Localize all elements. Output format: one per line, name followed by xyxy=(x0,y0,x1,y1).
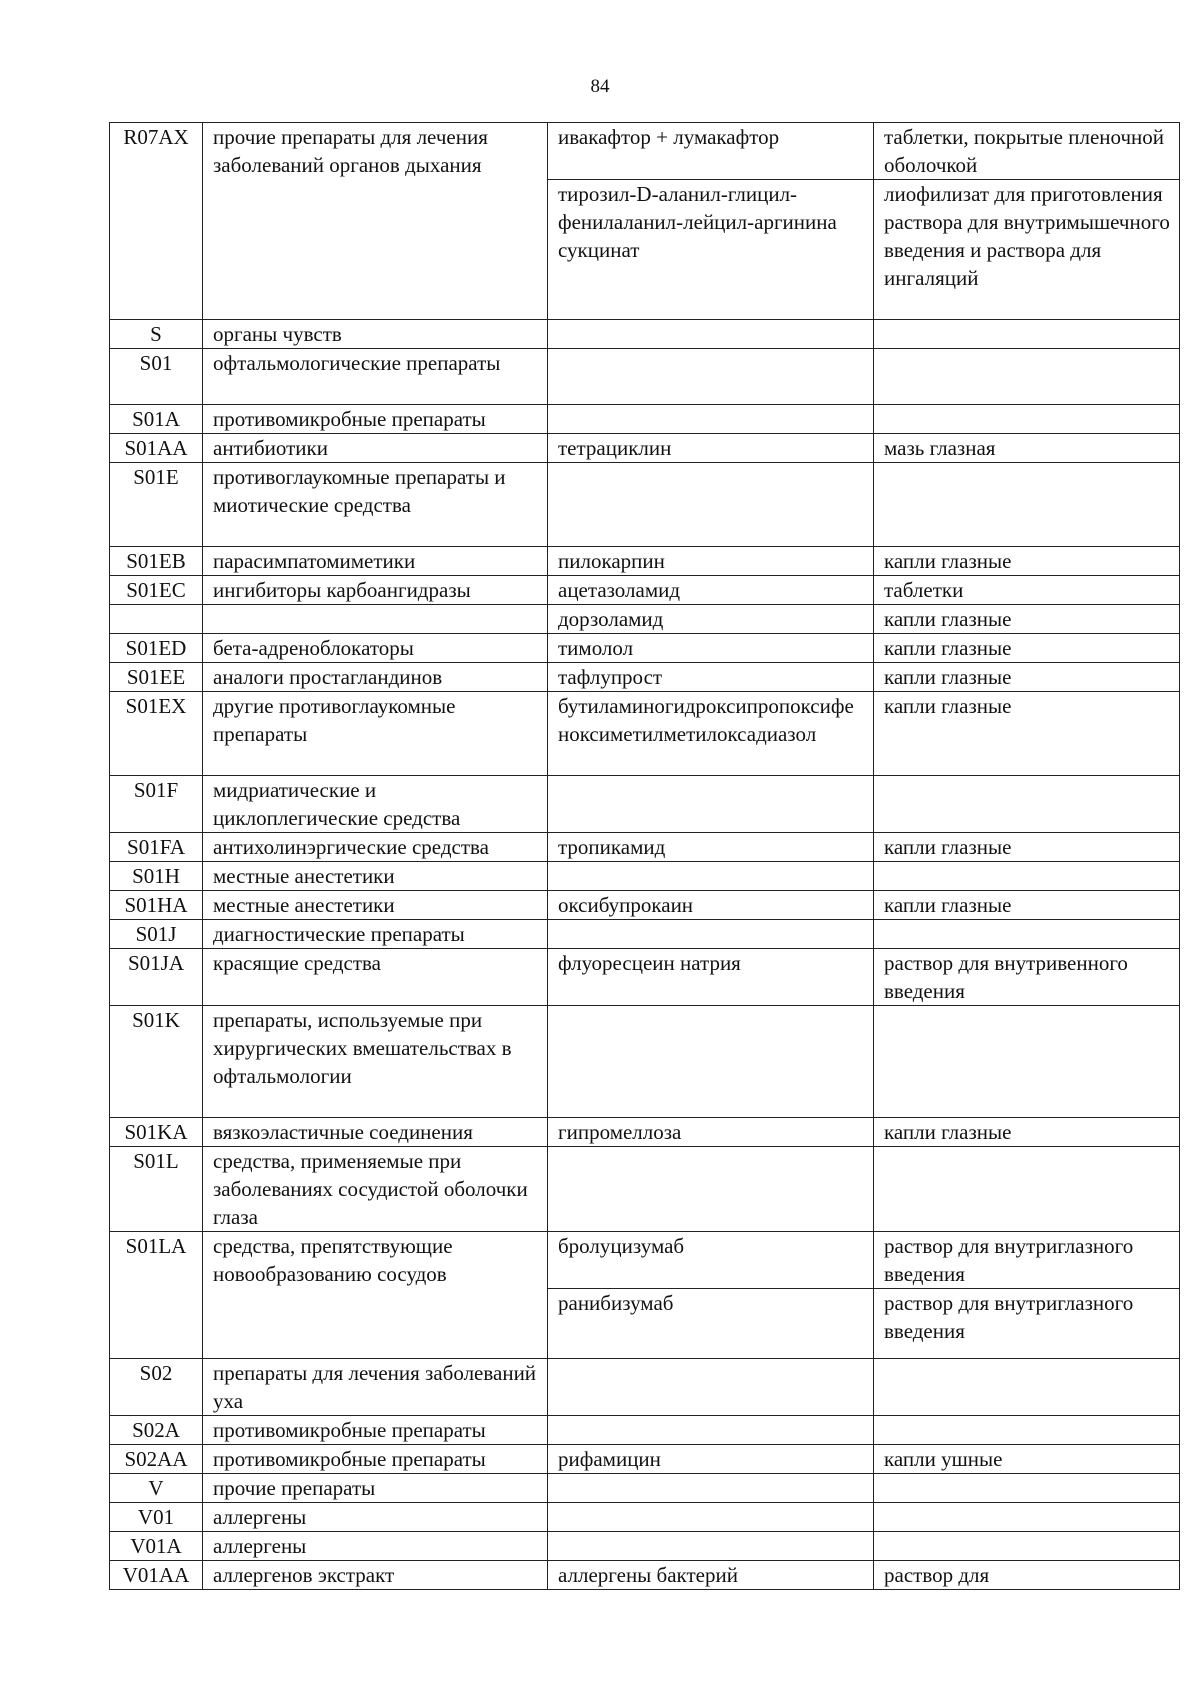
substance-cell xyxy=(548,405,874,434)
group-cell: средства, применяемые при заболеваниях сосудистой оболочки глаза xyxy=(203,1147,548,1232)
table-row xyxy=(110,1532,1180,1561)
table-row xyxy=(110,349,1180,405)
table-row xyxy=(110,949,1180,1006)
atc-code-cell: S02A xyxy=(110,1416,203,1445)
form-cell xyxy=(874,463,1180,547)
atc-code-cell: S01A xyxy=(110,405,203,434)
table-row xyxy=(110,1416,1180,1445)
group-cell: диагностические препараты xyxy=(203,920,548,949)
substance-cell xyxy=(548,1359,874,1416)
atc-code-cell: V xyxy=(110,1474,203,1503)
atc-code-cell: S01HA xyxy=(110,891,203,920)
table-row xyxy=(110,692,1180,776)
atc-code-cell: V01 xyxy=(110,1503,203,1532)
form-cell: капли глазные xyxy=(874,891,1180,920)
table-row xyxy=(110,833,1180,862)
table-row xyxy=(110,463,1180,547)
form-cell xyxy=(874,320,1180,349)
substance-cell: дорзоламид xyxy=(548,605,874,634)
group-cell: аллергены xyxy=(203,1532,548,1561)
substance-cell: тафлупрост xyxy=(548,663,874,692)
substance-cell: тирозил-D-аланил-глицил-фенилаланил-лейцил-аргинина сукцинат xyxy=(548,180,874,320)
atc-code-cell: S01F xyxy=(110,776,203,833)
atc-code-cell: V01AA xyxy=(110,1561,203,1590)
table-row xyxy=(110,1359,1180,1416)
table-row xyxy=(110,920,1180,949)
substance-cell: ивакафтор + лумакафтор xyxy=(548,123,874,180)
group-cell: противомикробные препараты xyxy=(203,1416,548,1445)
form-cell: таблетки xyxy=(874,576,1180,605)
substance-cell xyxy=(548,862,874,891)
substance-cell: оксибупрокаин xyxy=(548,891,874,920)
atc-code-cell: S02AA xyxy=(110,1445,203,1474)
atc-code-cell: S01K xyxy=(110,1006,203,1118)
atc-code-cell: V01A xyxy=(110,1532,203,1561)
group-cell: другие противоглаукомные препараты xyxy=(203,692,548,776)
table-row xyxy=(110,1147,1180,1232)
form-cell: капли глазные xyxy=(874,634,1180,663)
table-row xyxy=(110,1006,1180,1118)
substance-cell xyxy=(548,1474,874,1503)
group-cell xyxy=(203,605,548,634)
table-row xyxy=(110,634,1180,663)
table-row xyxy=(110,1503,1180,1532)
atc-code-cell: S01E xyxy=(110,463,203,547)
group-cell: аналоги простагландинов xyxy=(203,663,548,692)
substance-cell: гипромеллоза xyxy=(548,1118,874,1147)
atc-code-cell: S01FA xyxy=(110,833,203,862)
group-cell: средства, препятствующие новообразованию сосудов xyxy=(203,1232,548,1359)
atc-code-cell: S xyxy=(110,320,203,349)
substance-cell: рифамицин xyxy=(548,1445,874,1474)
substance-cell: ацетазоламид xyxy=(548,576,874,605)
form-cell xyxy=(874,920,1180,949)
form-cell: таблетки, покрытые пленочной оболочкой xyxy=(874,123,1180,180)
group-cell: антихолинэргические средства xyxy=(203,833,548,862)
form-cell xyxy=(874,862,1180,891)
atc-code-cell: S01EB xyxy=(110,547,203,576)
form-cell: капли глазные xyxy=(874,605,1180,634)
form-cell: мазь глазная xyxy=(874,434,1180,463)
substance-cell xyxy=(548,1503,874,1532)
form-cell xyxy=(874,349,1180,405)
atc-code-cell: S02 xyxy=(110,1359,203,1416)
table-row xyxy=(110,1118,1180,1147)
group-cell: препараты для лечения заболеваний уха xyxy=(203,1359,548,1416)
atc-code-cell: S01H xyxy=(110,862,203,891)
form-cell xyxy=(874,405,1180,434)
group-cell: местные анестетики xyxy=(203,891,548,920)
atc-code-cell: S01L xyxy=(110,1147,203,1232)
form-cell: капли глазные xyxy=(874,663,1180,692)
atc-code-cell: S01 xyxy=(110,349,203,405)
group-cell: противомикробные препараты xyxy=(203,405,548,434)
form-cell xyxy=(874,1532,1180,1561)
atc-code-cell: S01J xyxy=(110,920,203,949)
group-cell: прочие препараты для лечения заболеваний органов дыхания xyxy=(203,123,548,320)
substance-cell xyxy=(548,320,874,349)
table-row xyxy=(110,434,1180,463)
table-row xyxy=(110,405,1180,434)
substance-cell xyxy=(548,920,874,949)
substance-cell xyxy=(548,776,874,833)
table-row xyxy=(110,862,1180,891)
atc-code-cell: S01KA xyxy=(110,1118,203,1147)
form-cell: капли ушные xyxy=(874,1445,1180,1474)
group-cell: аллергены xyxy=(203,1503,548,1532)
group-cell: препараты, используемые при хирургических вмешательствах в офтальмологии xyxy=(203,1006,548,1118)
form-cell: капли глазные xyxy=(874,547,1180,576)
form-cell xyxy=(874,1416,1180,1445)
table-row xyxy=(110,547,1180,576)
substance-cell: ранибизумаб xyxy=(548,1289,874,1359)
form-cell xyxy=(874,1147,1180,1232)
table-row xyxy=(110,1474,1180,1503)
form-cell: лиофилизат для приготовления раствора для внутримышечного введения и раствора для ингаляций xyxy=(874,180,1180,320)
table-row xyxy=(110,576,1180,605)
group-cell: парасимпатомиметики xyxy=(203,547,548,576)
group-cell: мидриатические и циклоплегические средства xyxy=(203,776,548,833)
atc-code-cell: S01EX xyxy=(110,692,203,776)
substance-cell: аллергены бактерий xyxy=(548,1561,874,1590)
atc-code-cell: S01JA xyxy=(110,949,203,1006)
form-cell: раствор для внутриглазного введения xyxy=(874,1289,1180,1359)
group-cell: ингибиторы карбоангидразы xyxy=(203,576,548,605)
substance-cell: бролуцизумаб xyxy=(548,1232,874,1289)
atc-code-cell xyxy=(110,605,203,634)
atc-code-cell: S01AA xyxy=(110,434,203,463)
group-cell: красящие средства xyxy=(203,949,548,1006)
table-row xyxy=(110,663,1180,692)
substance-cell: тимолол xyxy=(548,634,874,663)
form-cell xyxy=(874,1474,1180,1503)
table-row xyxy=(110,1445,1180,1474)
table-row xyxy=(110,605,1180,634)
substance-cell: флуоресцеин натрия xyxy=(548,949,874,1006)
atc-code-cell: S01EE xyxy=(110,663,203,692)
atc-code-cell: R07AX xyxy=(110,123,203,320)
group-cell: противоглаукомные препараты и миотические средства xyxy=(203,463,548,547)
group-cell: местные анестетики xyxy=(203,862,548,891)
substance-cell xyxy=(548,1147,874,1232)
table-row xyxy=(110,891,1180,920)
atc-code-cell: S01ED xyxy=(110,634,203,663)
group-cell: вязкоэластичные соединения xyxy=(203,1118,548,1147)
atc-code-cell: S01LA xyxy=(110,1232,203,1359)
form-cell xyxy=(874,1503,1180,1532)
group-cell: бета-адреноблокаторы xyxy=(203,634,548,663)
drug-table xyxy=(109,122,1180,1590)
table-row xyxy=(110,123,1180,180)
table-row xyxy=(110,1232,1180,1289)
substance-cell: пилокарпин xyxy=(548,547,874,576)
substance-cell xyxy=(548,1416,874,1445)
form-cell xyxy=(874,1006,1180,1118)
form-cell: капли глазные xyxy=(874,1118,1180,1147)
form-cell xyxy=(874,776,1180,833)
table-row xyxy=(110,1561,1180,1590)
substance-cell: бутиламиногидроксипропоксифеноксиметилметилоксадиазол xyxy=(548,692,874,776)
group-cell: аллергенов экстракт xyxy=(203,1561,548,1590)
substance-cell: тропикамид xyxy=(548,833,874,862)
form-cell xyxy=(874,1359,1180,1416)
substance-cell xyxy=(548,349,874,405)
substance-cell xyxy=(548,1006,874,1118)
group-cell: прочие препараты xyxy=(203,1474,548,1503)
form-cell: раствор для внутриглазного введения xyxy=(874,1232,1180,1289)
substance-cell: тетрациклин xyxy=(548,434,874,463)
group-cell: антибиотики xyxy=(203,434,548,463)
form-cell: капли глазные xyxy=(874,833,1180,862)
page-number: 84 xyxy=(590,76,610,97)
group-cell: противомикробные препараты xyxy=(203,1445,548,1474)
form-cell: капли глазные xyxy=(874,692,1180,776)
substance-cell xyxy=(548,463,874,547)
table-row xyxy=(110,776,1180,833)
atc-code-cell: S01EC xyxy=(110,576,203,605)
group-cell: органы чувств xyxy=(203,320,548,349)
substance-cell xyxy=(548,1532,874,1561)
table-row xyxy=(110,320,1180,349)
form-cell: раствор для внутривенного введения xyxy=(874,949,1180,1006)
form-cell: раствор для xyxy=(874,1561,1180,1590)
group-cell: офтальмологические препараты xyxy=(203,349,548,405)
